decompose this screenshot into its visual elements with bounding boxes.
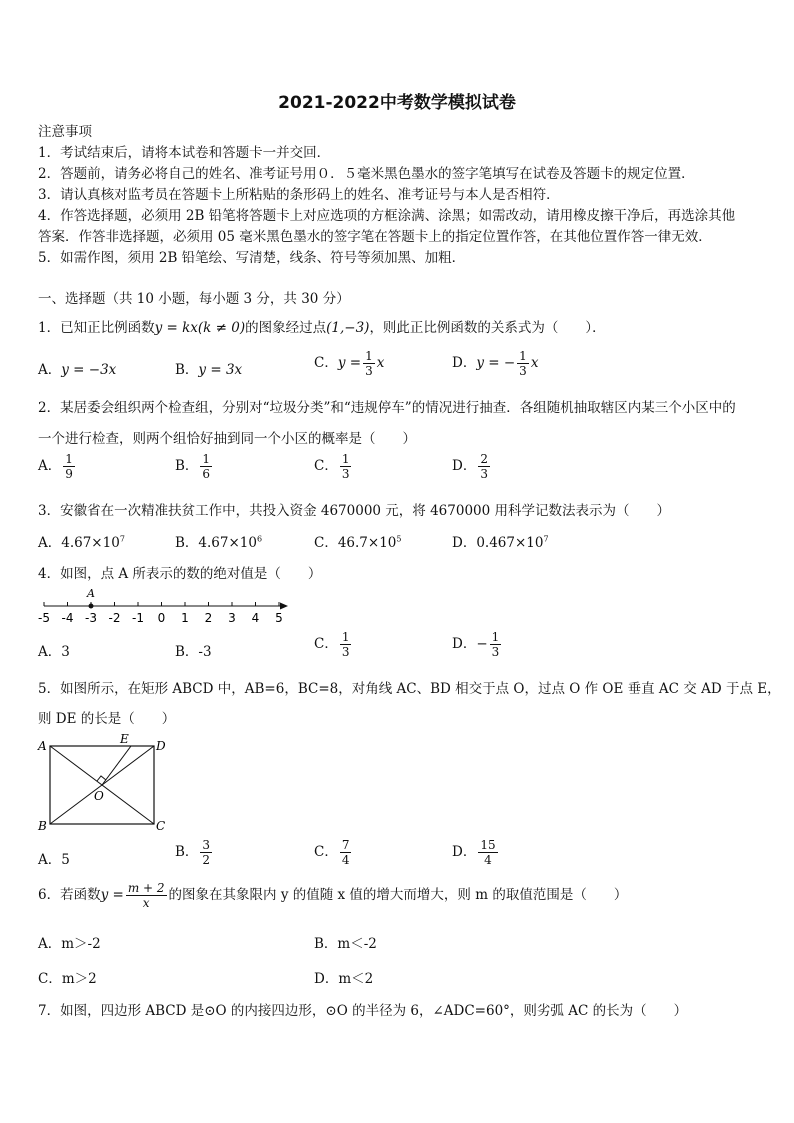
q3-option-c[interactable]: C．$46.7\times 10^5$	[314, 534, 402, 551]
question-6: 6．若函数y = $\frac{m + 2}{x}$ 的图象在其象限内 y 的值随 x 值的增大而增大，则 m 的取值范围是（ ）	[38, 881, 628, 910]
page-title: 2021-2022中考数学模拟试卷	[278, 93, 516, 113]
question-5-line-1: 5．如图所示，在矩形 ABCD 中，AB=6，BC=8，对角线 AC、BD 相交于点 O，过点 O 作 OE 垂直 AC 交 AD 于点 E，	[38, 681, 781, 697]
q5-option-a[interactable]: A．5	[38, 852, 70, 868]
point-a	[89, 604, 94, 609]
number-line-tick-label: 2	[204, 611, 213, 625]
q1-option-c[interactable]: C．y = $\frac{1}{3}$ x	[314, 349, 385, 378]
notice-item: 3．请认真核对监考员在答题卡上所粘贴的条形码上的姓名、准考证号与本人是否相符．	[38, 187, 560, 203]
label-e: E	[120, 732, 129, 746]
segment-oe	[102, 746, 131, 785]
q1-formula: y = kx(k ≠ 0)	[154, 320, 246, 336]
number-line-tick-label: -3	[85, 611, 97, 625]
number-line-tick-label: -1	[132, 611, 144, 625]
q3-option-a[interactable]: A．$4.67\times 10^7$	[38, 534, 125, 551]
q6-option-d[interactable]: D．m＜2	[314, 971, 374, 987]
q1-text-post: ，则此正比例函数的关系式为（ ）．	[369, 320, 606, 336]
q6-option-c[interactable]: C．m＞2	[38, 971, 97, 987]
notice-item: 1．考试结束后，请将本试卷和答题卡一并交回．	[38, 145, 331, 161]
q1-option-a[interactable]: A．y = −3x	[38, 362, 117, 378]
q6-option-a[interactable]: A．m＞-2	[38, 936, 101, 952]
notice-item: 4．作答选择题，必须用 2B 铅笔将答题卡上对应选项的方框涂满、涂黑；如需改动，请用橡皮擦干净后，再选涂其他	[38, 208, 736, 224]
label-d: D	[156, 739, 166, 753]
number-line-figure	[36, 584, 296, 626]
label-b: B	[38, 819, 47, 833]
q2-option-c[interactable]: C． $\frac{1}{3}$	[314, 452, 350, 481]
question-5-line-2: 则 DE 的长是（ ）	[38, 711, 176, 727]
question-3: 3．安徽省在一次精准扶贫工作中，共投入资金 4670000 元，将 4670000 用科学记数法表示为（ ）	[38, 503, 671, 519]
q1-option-b[interactable]: B．y = 3x	[175, 362, 243, 378]
number-line-arrow	[280, 603, 288, 610]
q6-option-b[interactable]: B．m＜-2	[314, 936, 377, 952]
section-heading: 一、选择题（共 10 小题，每小题 3 分，共 30 分）	[38, 291, 350, 307]
q1-text-pre: 1．已知正比例函数	[38, 320, 155, 336]
q4-option-b[interactable]: B．-3	[175, 644, 212, 660]
q2-option-a[interactable]: A． $\frac{1}{9}$	[38, 452, 73, 481]
number-line-tick-label: -5	[38, 611, 50, 625]
q4-option-c[interactable]: C． $\frac{1}{3}$	[314, 630, 350, 659]
question-7: 7．如图，四边形 ABCD 是⊙O 的内接四边形，⊙O 的半径为 6，∠ADC=60°，则劣弧 AC 的长为（ ）	[38, 1003, 688, 1019]
q3-option-d[interactable]: D．$0.467\times 10^7$	[452, 534, 549, 551]
q1-point: (1,−3)	[326, 320, 370, 336]
number-line-tick-label: 1	[181, 611, 189, 625]
rectangle-figure	[36, 732, 170, 834]
question-1	[38, 316, 606, 336]
number-line-tick-label: 3	[228, 611, 236, 625]
number-line-tick-label: 5	[275, 611, 283, 625]
notice-heading: 注意事项	[38, 124, 92, 140]
number-line-ticks	[38, 602, 283, 625]
q5-option-d[interactable]: D． $\frac{15}{4}$	[452, 838, 496, 867]
q5-option-c[interactable]: C． $\frac{7}{4}$	[314, 838, 350, 867]
q2-option-b[interactable]: B． $\frac{1}{6}$	[175, 452, 211, 481]
number-line-tick-label: -4	[61, 611, 74, 625]
question-4: 4．如图，点 A 所表示的数的绝对值是（ ）	[38, 566, 322, 582]
number-line-tick-label: 4	[251, 611, 260, 625]
q1-option-d[interactable]: D．y = − $\frac{1}{3}$ x	[452, 349, 539, 378]
notice-item: 2．答题前，请务必将自己的姓名、准考证号用０．５毫米黑色墨水的签字笔填写在试卷及答题卡的规定位置．	[38, 166, 695, 182]
point-a-label: A	[87, 587, 95, 600]
number-line-tick-label: -2	[108, 611, 121, 625]
label-o: O	[94, 789, 104, 803]
q3-option-b[interactable]: B．$4.67\times 10^6$	[175, 534, 263, 551]
label-a: A	[38, 739, 47, 753]
notice-item: 答案．作答非选择题，必须用 05 毫米黑色墨水的签字笔在答题卡上的指定位置作答，在其他位置作答一律无效．	[38, 229, 712, 245]
number-line-tick-label: 0	[157, 611, 166, 625]
question-2-line-1: 2．某居委会组织两个检查组，分别对“垃圾分类”和“违规停车”的情况进行抽查．各组随机抽取辖区内某三个小区中的	[38, 400, 736, 416]
q4-option-a[interactable]: A．3	[38, 644, 70, 660]
question-2-line-2: 一个进行检查，则两个组恰好抽到同一个小区的概率是（ ）	[38, 431, 416, 447]
q2-option-d[interactable]: D． $\frac{2}{3}$	[452, 452, 488, 481]
label-c: C	[156, 819, 166, 833]
notice-item: 5．如需作图，须用 2B 铅笔绘、写清楚，线条、符号等须加黑、加粗．	[38, 250, 466, 266]
q1-text-mid: 的图象经过点	[245, 320, 327, 336]
right-angle-mark	[97, 776, 106, 781]
q4-option-d[interactable]: D．− $\frac{1}{3}$	[452, 630, 500, 659]
q5-option-b[interactable]: B． $\frac{3}{2}$	[175, 838, 211, 867]
